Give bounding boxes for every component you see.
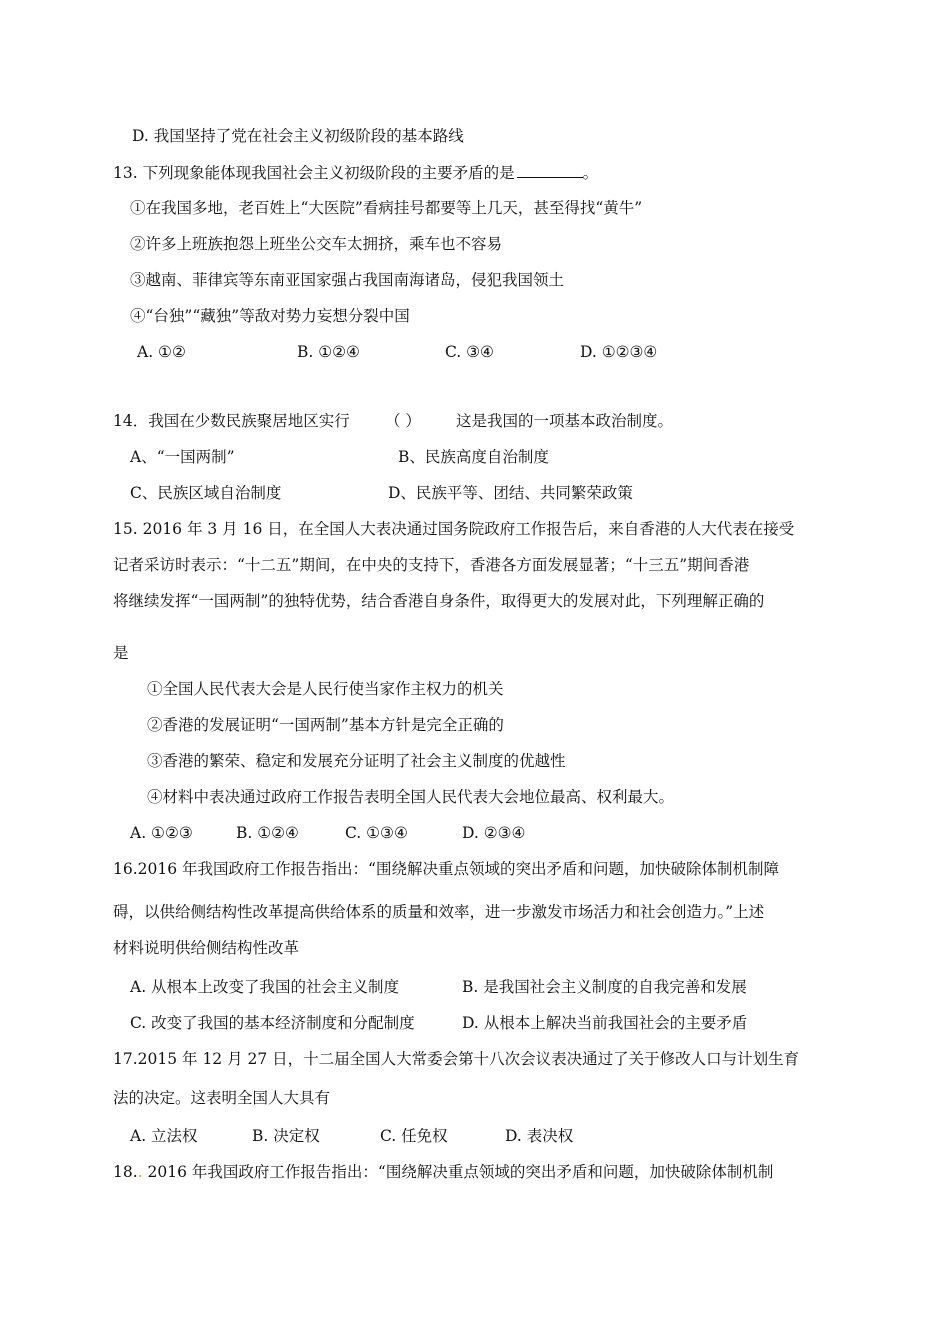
q15-line-4: 是 — [113, 644, 129, 662]
q13-item-4: ④“台独”“藏独”等敌对势力妄想分裂中国 — [130, 307, 410, 325]
q15-item-4: ④材料中表决通过政府工作报告表明全国人民代表大会地位最高、权利最大。 — [147, 788, 675, 806]
q15-option-b: B. ①②④ — [236, 824, 299, 842]
q18-line-1 — [113, 1162, 773, 1182]
q17-line-1: 17.2015 年 12 月 27 日，十二届全国人大常委会第十八次会议表决通过了关于修改人口与计划生育 — [113, 1050, 800, 1068]
q14-stem-a: 14．我国在少数民族聚居地区实行 — [113, 412, 350, 430]
q15-option-c: C. ①③④ — [345, 824, 408, 842]
q13-option-a: A. ①② — [137, 343, 186, 361]
answer-blank — [517, 162, 583, 178]
q16-line-2: 碍，以供给侧结构性改革提高供给体系的质量和效率，进一步激发市场活力和社会创造力。”上述 — [113, 903, 765, 921]
q13-item-3: ③越南、菲律宾等东南亚国家强占我国南海诸岛，侵犯我国领土 — [130, 271, 565, 289]
q13-stem-end: 。 — [582, 164, 599, 182]
q13-item-1: ①在我国多地，老百姓上“大医院”看病挂号都要等上几天，甚至得找“黄牛” — [130, 199, 643, 217]
q13-option-d: D. ①②③④ — [580, 343, 658, 361]
q15-item-3: ③香港的繁荣、稳定和发展充分证明了社会主义制度的优越性 — [147, 752, 566, 770]
q16-line-1: 16.2016 年我国政府工作报告指出：“围绕解决重点领域的突出矛盾和问题，加快破除体制机制障 — [113, 860, 779, 878]
q15-line-1: 15. 2016 年 3 月 16 日，在全国人大表决通过国务院政府工作报告后，来自香港的人大代表在接受 — [113, 520, 795, 538]
q16-option-c: C. 改变了我国的基本经济制度和分配制度 — [130, 1014, 415, 1032]
q18-text: 2016 年我国政府工作报告指出：“围绕解决重点领域的突出矛盾和问题，加快破除体制机制 — [142, 1163, 774, 1181]
q14-option-b: B、民族高度自治制度 — [398, 448, 549, 466]
q16-option-b: B. 是我国社会主义制度的自我完善和发展 — [462, 978, 747, 996]
q17-line-2: 法的决定。这表明全国人大具有 — [113, 1089, 331, 1107]
q17-option-d: D. 表决权 — [505, 1127, 574, 1145]
q18-dot: . — [137, 1163, 143, 1181]
q13-item-2: ②许多上班族抱怨上班坐公交车太拥挤，乘车也不容易 — [130, 235, 503, 253]
q18-number: 18. — [113, 1163, 138, 1181]
q15-item-1: ①全国人民代表大会是人民行使当家作主权力的机关 — [147, 680, 504, 698]
q14-option-d: D、民族平等、团结、共同繁荣政策 — [388, 484, 633, 502]
q16-option-a: A. 从根本上改变了我国的社会主义制度 — [130, 978, 400, 996]
q16-line-3: 材料说明供给侧结构性改革 — [113, 939, 300, 957]
q17-option-a: A. 立法权 — [130, 1127, 198, 1145]
q14-stem-b: 这是我国的一项基本政治制度。 — [456, 412, 674, 430]
q14-option-a: A、“一国两制” — [130, 448, 235, 466]
q14-option-c: C、民族区域自治制度 — [130, 484, 282, 502]
q12-option-d: D. 我国坚持了党在社会主义初级阶段的基本路线 — [132, 127, 464, 145]
q15-option-a: A. ①②③ — [130, 824, 193, 842]
q16-option-d: D. 从根本上解决当前我国社会的主要矛盾 — [462, 1014, 748, 1032]
q17-option-b: B. 决定权 — [252, 1127, 320, 1145]
q15-line-2: 记者采访时表示：“十二五”期间，在中央的支持下，香港各方面发展显著；“十三五”期间香港 — [113, 556, 750, 574]
q14-paren: （ ） — [385, 412, 421, 430]
q13-stem — [113, 162, 598, 183]
q15-option-d: D. ②③④ — [462, 824, 526, 842]
q17-option-c: C. 任免权 — [380, 1127, 448, 1145]
q13-option-b: B. ①②④ — [297, 343, 360, 361]
q13-stem-text: 13. 下列现象能体现我国社会主义初级阶段的主要矛盾的是 — [113, 164, 515, 182]
q15-item-2: ②香港的发展证明“一国两制”基本方针是完全正确的 — [147, 716, 504, 734]
q15-line-3: 将继续发挥“一国两制”的独特优势，结合香港自身条件，取得更大的发展对此，下列理解正确的 — [113, 592, 765, 610]
q13-option-c: C. ③④ — [445, 343, 494, 361]
